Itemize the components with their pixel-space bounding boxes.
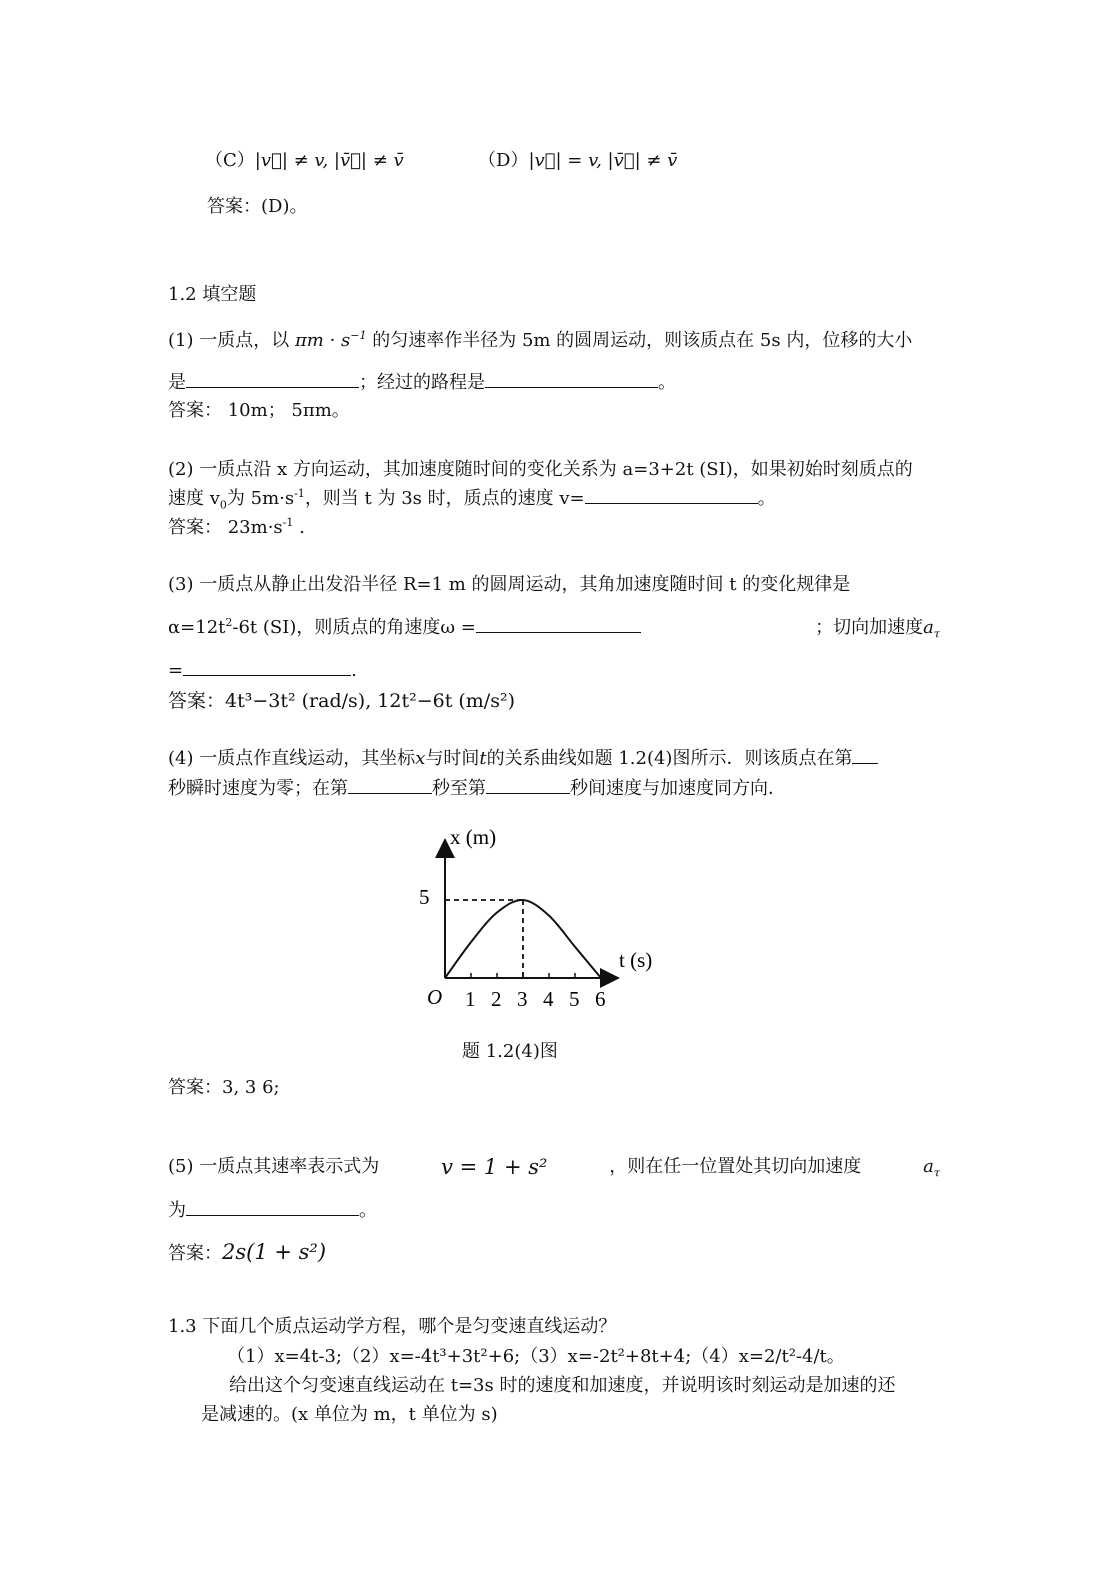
q1-answer: 答案： 10m； 5πm。: [168, 400, 350, 421]
q5-line2-b: 。: [359, 1200, 377, 1221]
q5-answer: [168, 1241, 326, 1265]
q4-line1-c: 的关系曲线如题 1.2(4)图所示．则该质点在第: [486, 748, 853, 769]
q4-blank-end[interactable]: [486, 779, 570, 794]
q5-a-tau: a: [923, 1156, 934, 1177]
q1-blank-path[interactable]: [485, 373, 658, 388]
q13-text1: 给出这个匀变速直线运动在 t=3s 时的速度和加速度，并说明该时刻运动是加速的还: [229, 1375, 896, 1396]
q5-line1-b: ，则在任一位置处其切向加速度: [609, 1156, 862, 1177]
q4-line2-c: 秒间速度与加速度同方向．: [570, 778, 786, 799]
q3-line2-b: -6t (SI)，则质点的角速度ω =: [232, 617, 476, 638]
choice-d: [478, 150, 677, 172]
q5-line2-a: 为: [168, 1200, 186, 1221]
q2-line2-b: 为 5m·s: [226, 488, 295, 509]
q3-a-tau-sub: τ: [933, 627, 940, 641]
origin-label: O: [427, 985, 443, 1009]
q4-var-t: t: [479, 748, 487, 769]
q13-list: （1）x=4t-3;（2）x=-4t³+3t²+6;（3）x=-2t²+8t+4;（4）x=2/t²-4/t。: [227, 1346, 845, 1367]
q5-answer-a: 答案：: [168, 1243, 222, 1264]
q1-line2-c: 。: [658, 372, 676, 393]
q3-line3-a: =: [168, 660, 184, 681]
x-axis-label: t (s): [619, 948, 653, 972]
q3-line3: [168, 660, 357, 682]
q4-line2-b: 秒至第: [432, 778, 486, 799]
q3-line2-c: ；切向加速度: [815, 617, 924, 638]
q4-line2-a: 秒瞬时速度为零；在第: [168, 778, 348, 799]
q2-v0-sub: 0: [219, 498, 227, 512]
q2-line2-a: 速度 v: [168, 488, 220, 509]
x-tick-label-3: 3: [517, 987, 528, 1011]
q4-line1-a: (4) 一质点作直线运动，其坐标: [168, 748, 416, 769]
figure-caption: 题 1.2(4)图: [462, 1041, 558, 1062]
q5-answer-math: 2s(1 + s²): [222, 1240, 327, 1264]
q2-answer-a: 答案： 23m·s: [168, 517, 283, 538]
q4-var-x: x: [415, 748, 426, 769]
q1-blank-displacement[interactable]: [186, 373, 359, 388]
q3-blank-a-tau[interactable]: [183, 661, 351, 676]
q2-line2-d: 。: [757, 488, 776, 509]
x-tick-labels: [465, 987, 606, 1011]
q5-formula: v = 1 + s²: [441, 1155, 548, 1179]
y-axis-label: x (m): [450, 825, 497, 849]
q3-blank-omega[interactable]: [476, 618, 641, 633]
choice-c: [205, 150, 404, 172]
q2-blank-velocity[interactable]: [585, 489, 758, 504]
q3-line2: [168, 617, 940, 639]
choice-d-formula: |v⃗| = v, |v̄⃗| ≠ v̄: [528, 150, 678, 171]
q3-a-tau: a: [923, 617, 934, 638]
q2-line1: (2) 一质点沿 x 方向运动，其加速度随时间的变化关系为 a=3+2t (SI)，如果初始时刻质点的: [168, 459, 913, 480]
x-tick-label-2: 2: [491, 987, 502, 1011]
figure-x-t-graph: [405, 820, 675, 1020]
x-tick-label-4: 4: [543, 987, 554, 1011]
q13-title: 1.3 下面几个质点运动学方程，哪个是匀变速直线运动？: [168, 1316, 617, 1337]
choice-c-label: （C）: [205, 150, 255, 171]
q11-answer: 答案：(D)。: [207, 196, 308, 217]
q3-answer: 答案：4t³−3t² (rad/s), 12t²−6t (m/s²): [168, 690, 515, 712]
q5-line2: [168, 1200, 377, 1222]
q3-line2-sup: 2: [225, 616, 233, 629]
q1-math-sup: −1: [350, 329, 367, 342]
section-title: 1.2 填空题: [168, 284, 257, 305]
q3-line2-right: [815, 617, 940, 639]
q1-line2: [168, 372, 676, 394]
q1-text-a: (1) 一质点，以: [168, 330, 290, 351]
q4-line1: [168, 748, 878, 770]
x-tick-label-5: 5: [569, 987, 580, 1011]
q4-line1-b: 与时间: [425, 748, 480, 769]
q3-line2-a: α=12t: [168, 617, 226, 638]
q4-answer: 答案：3, 3 6;: [168, 1077, 280, 1098]
q2-answer-b: .: [293, 517, 305, 538]
choice-d-label: （D）: [478, 150, 529, 171]
q5-blank-a-tau[interactable]: [186, 1201, 359, 1216]
q3-line1: (3) 一质点从静止出发沿半径 R=1 m 的圆周运动，其角加速度随时间 t 的变化规律是: [168, 574, 851, 595]
q13-text2: 是减速的。(x 单位为 m，t 单位为 s): [201, 1404, 498, 1425]
q1-line1: [168, 330, 912, 352]
q1-line2-b: ；经过的路程是: [359, 372, 485, 393]
q5-line1-a: (5) 一质点其速率表示式为: [168, 1156, 380, 1177]
q2-line2: [168, 488, 776, 510]
q4-blank-zero-time[interactable]: [852, 749, 878, 764]
choice-c-formula: |v⃗| ≠ v, |v̄⃗| ≠ v̄: [254, 150, 404, 171]
q2-answer: [168, 517, 305, 539]
q5-a-tau-sub: τ: [933, 1166, 940, 1180]
x-tick-label-1: 1: [465, 987, 476, 1011]
x-tick-label-6: 6: [595, 987, 606, 1011]
q1-text-b: 的匀速率作半径为 5m 的圆周运动，则该质点在 5s 内，位移的大小: [372, 330, 913, 351]
q5-line1: [168, 1156, 940, 1178]
q2-answer-sup: -1: [282, 516, 294, 529]
q3-line3-b: .: [351, 660, 357, 681]
q4-blank-start[interactable]: [348, 779, 432, 794]
q4-line2: [168, 778, 786, 800]
q3-line2-left: [168, 617, 641, 639]
q2-line2-c: ，则当 t 为 3s 时，质点的速度 v=: [304, 488, 585, 509]
y-tick-label: 5: [419, 885, 430, 909]
q2-unit-sup: -1: [294, 487, 305, 500]
q1-math: πm · s: [294, 330, 351, 351]
q5-a-tau-wrap: [923, 1156, 940, 1178]
q1-line2-a: 是: [168, 372, 186, 393]
